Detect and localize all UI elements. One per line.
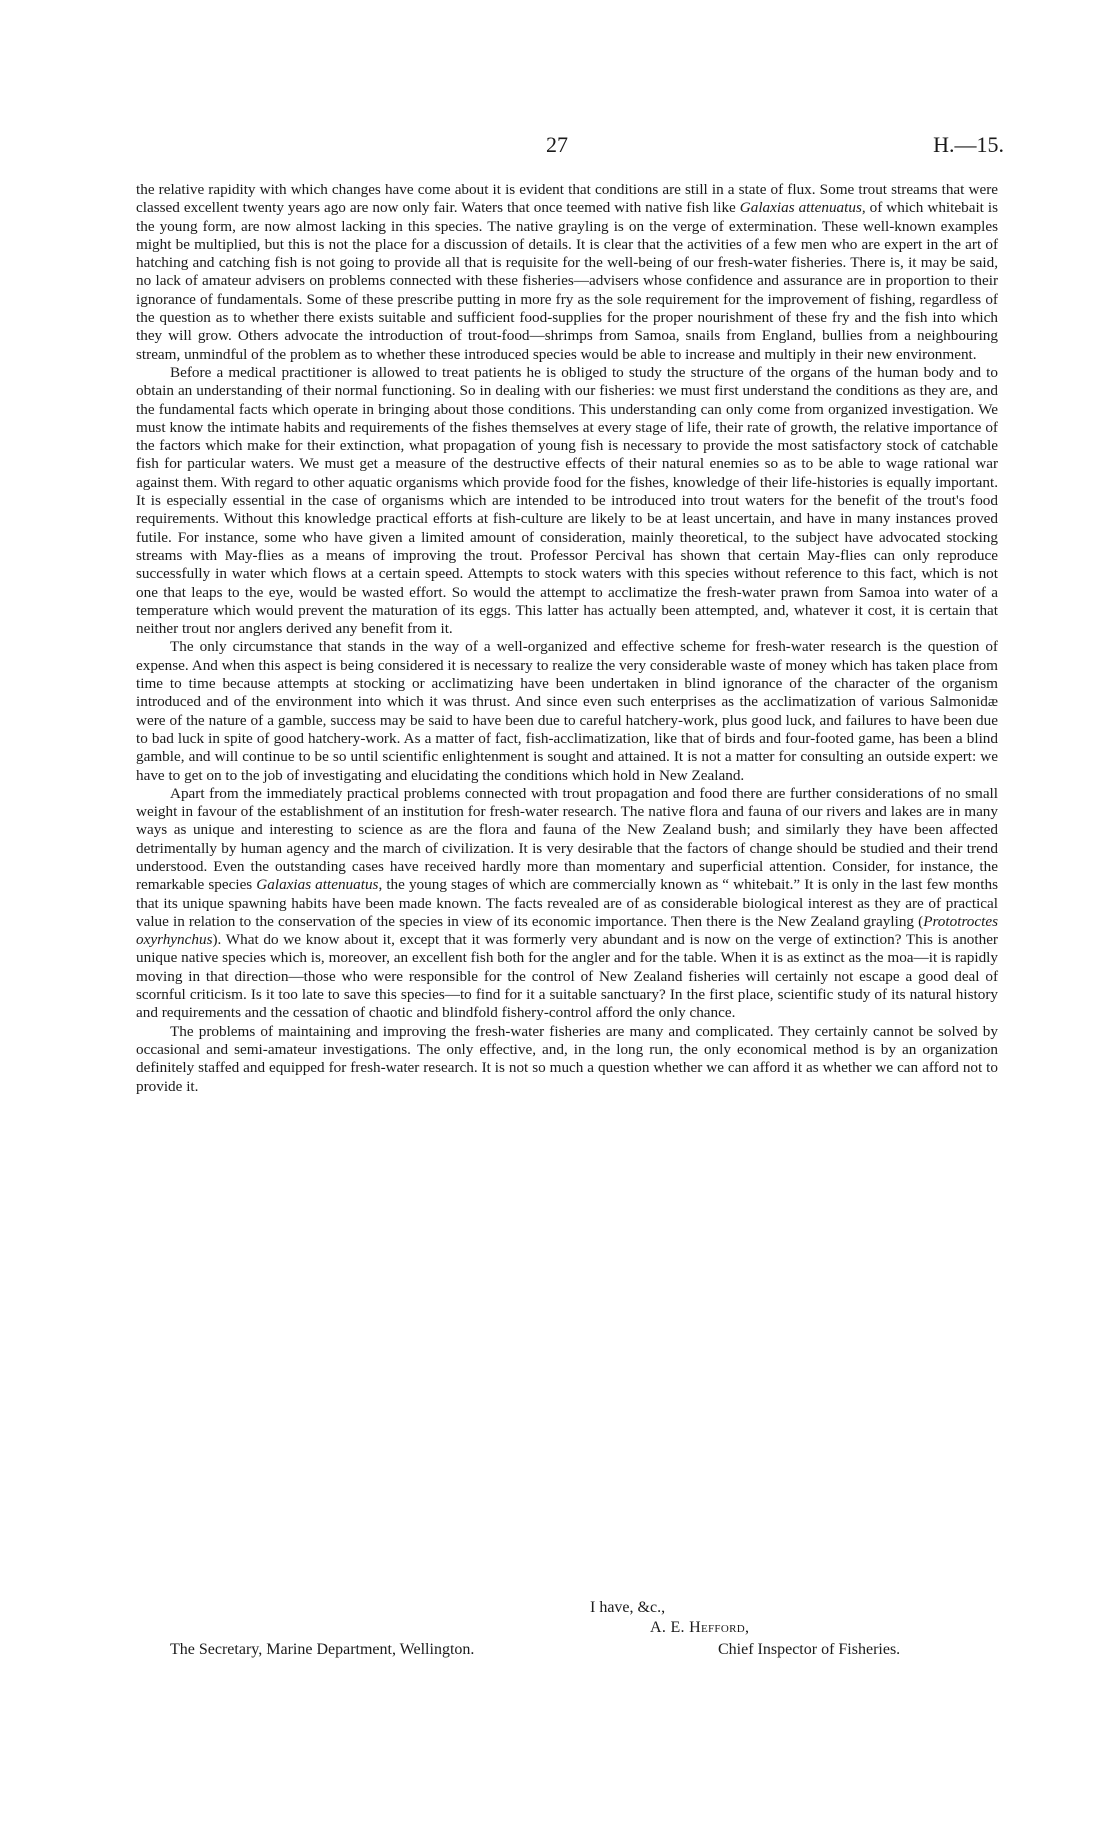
signatory-initials: A. E. xyxy=(650,1619,685,1636)
body-text xyxy=(136,181,998,1096)
paragraph xyxy=(136,181,998,364)
text-run: , the young stages of which are commercially known as “ whitebait.” It is only in the last few months that its unique spawning habits have been made known. The facts revealed are of as considerable biological interest as they are of practical value in relation to the conservation of the species in view of its economic importance. Then there is the New Zealand grayling ( xyxy=(136,876,998,930)
italic-species-name: Prototroctes oxyrhynchus xyxy=(136,912,998,949)
signatory-surname: Hefford, xyxy=(689,1619,750,1636)
document-reference: H.—15. xyxy=(933,132,1004,157)
italic-species-name: Galaxias attenuatus xyxy=(739,199,862,217)
italic-species-name: Galaxias attenuatus xyxy=(256,876,379,894)
text-run: , of which whitebait is the young form, are now almost lacking in this species. The native grayling is on the verge of extermination. These well-known examples might be multiplied, but this is not the place for a discussion of details. It is clear that the activities of a few men who are expert in the art of hatching and catching fish is not going to provide all that is requisite for the well-being of our fresh-water fisheries. There is, it may be said, no lack of amateur advisers on problems connected with these fisheries—advisers whose confidence and assurance are in proportion to their ignorance of fundamentals. Some of these prescribe putting in more fry as the sole requirement for the improvement of fishing, regardless of the question as to whether there exists suitable and sufficient food-supplies for the proper nourishment of these fry and the fish into which they will grow. Others advocate the introduction of trout-food—shrimps from Samoa, snails from England, bullies from a neighbouring stream, unmindful of the problem as to whether these introduced species would be able to increase and multiply in their new environment. xyxy=(136,199,998,363)
addressee: The Secretary, Marine Department, Wellington. xyxy=(170,1641,475,1658)
paragraph xyxy=(136,364,998,638)
paragraph xyxy=(136,785,998,1023)
signatory-title: Chief Inspector of Fisheries. xyxy=(718,1641,901,1658)
signatory-name xyxy=(650,1619,749,1637)
closing-salutation: I have, &c., xyxy=(590,1599,666,1616)
text-run: The problems of maintaining and improving the fresh-water fisheries are many and complicated. They certainly cannot be solved by occasional and semi-amateur investigations. The only effective, and, in the long run, the only economical method is by an organization definitely staffed and equipped for fresh-water research. It is not so much a question whether we can afford it as whether we can afford not to provide it. xyxy=(136,1022,998,1095)
paragraph xyxy=(136,1023,998,1096)
text-run: The only circumstance that stands in the way of a well-organized and effective scheme for fresh-water research is the question of expense. And when this aspect is being considered it is necessary to realize the very considerable waste of money which has taken place from time to time because attempts at stocking or acclimatizing have been undertaken in blind ignorance of the character of the organism introduced and of the environment into which it was thrust. And since even such enterprises as the acclimatization of various Salmonidæ were of the nature of a gamble, success may be said to have been due to careful hatchery-work, plus good luck, and failures to have been due to bad luck in spite of good hatchery-work. As a matter of fact, fish-acclimatization, like that of birds and four-footed game, has been a blind gamble, and will continue to be so until scientific enlightenment is sought and attained. It is not a matter for consulting an outside expert: we have to get on to the job of investigating and elucidating the conditions which hold in New Zealand. xyxy=(136,638,998,784)
text-run: the relative rapidity with which changes have come about it is evident that conditions are still in a state of flux. Some trout streams that were classed excellent twenty years ago are now only fair. Waters that once teemed with native fish like xyxy=(136,181,998,217)
page-number: 27 xyxy=(546,132,568,157)
paragraph xyxy=(136,638,998,784)
text-run: ). What do we know about it, except that it was formerly very abundant and is now on the verge of extinction? This is another unique native species which is, moreover, an excellent fish both for the angler and for the table. When it is as extinct as the moa—it is rapidly moving in that direction—those who were responsible for the control of New Zealand fisheries will certainly not escape a good deal of scornful criticism. Is it too late to save this species—to find for it a suitable sanctuary? In the first place, scientific study of its natural history and requirements and the cessation of chaotic and blindfold fishery-control afford the only chance. xyxy=(136,931,998,1022)
text-run: Before a medical practitioner is allowed to treat patients he is obliged to study the structure of the organs of the human body and to obtain an understanding of their normal functioning. So in dealing with our fisheries: we must first understand the conditions as they are, and the fundamental facts which operate in bringing about those conditions. This understanding can only come from organized investigation. We must know the intimate habits and requirements of the fishes themselves at every stage of life, their rate of growth, the relative importance of the factors which make for their extinction, what propagation of young fish is necessary to provide the most satisfactory stock of catchable fish for particular waters. We must get a measure of the destructive effects of their natural enemies so as to be able to wage rational war against them. With regard to other aquatic organisms which provide food for the fishes, knowledge of their life-histories is equally important. It is especially essential in the case of organisms which are intended to be introduced into trout waters for the benefit of the trout's food requirements. Without this knowledge practical efforts at fish-culture are likely to be at least uncertain, and have in many instances proved futile. For instance, some who have given a limited amount of consideration, mainly theoretical, to the subject have advocated stocking streams with May-flies as a means of improving the trout. Professor Percival has shown that certain May-flies can only reproduce successfully in water which flows at a certain speed. Attempts to stock waters with this species without reference to this fact, which is not one that leaps to the eye, would be wasted effort. So would the attempt to acclimatize the fresh-water prawn from Samoa into water of a temperature which would prevent the maturation of its eggs. This latter has actually been attempted, and, whatever it cost, it is certain that neither trout nor anglers derived any benefit from it. xyxy=(136,363,998,638)
text-run: Apart from the immediately practical problems connected with trout propagation and food there are further considerations of no small weight in favour of the establishment of an institution for fresh-water research. The native flora and fauna of our rivers and lakes are in many ways as unique and interesting to science as are the flora and fauna of the New Zealand bush; and similarly they have been affected detrimentally by human agency and the march of civilization. It is very desirable that the factors of change should be studied and their trend understood. Even the outstanding cases have received hardly more than momentary and superficial attention. Consider, for instance, the remarkable species xyxy=(136,784,998,894)
